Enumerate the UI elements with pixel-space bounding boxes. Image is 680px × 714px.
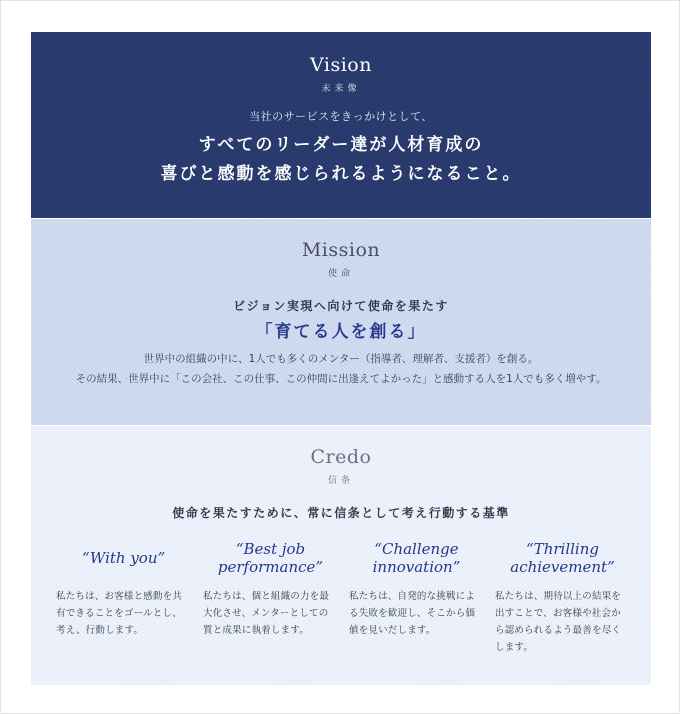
credo-item-heading-line2: performance”: [217, 558, 324, 576]
credo-item-heading-line1: “With you”: [81, 549, 166, 567]
vision-section: [31, 32, 651, 218]
mission-subtitle: 使命: [327, 269, 354, 279]
credo-item-heading-line1: “Challenge: [374, 540, 459, 558]
credo-item-body: 私たちは、自発的な挑戦による失敗を歓迎し、そこから価値を見いだします。: [349, 591, 476, 636]
credo-subtitle: 信条: [327, 476, 354, 486]
mission-section: [31, 219, 651, 425]
credo-item-heading: [203, 538, 338, 578]
credo-item-heading-line1: “Best job: [235, 540, 306, 558]
mission-lead: ビジョン実現へ向けて使命を果たす: [233, 299, 449, 313]
credo-item-body: 私たちは、期待以上の結果を出すことで、お客様や社会から認められるよう最善を尽くします。: [495, 591, 622, 653]
mission-body-line2: その結果、世界中に「この会社、この仕事、この仲間に出逢えてよかった」と感動する人を1人でも多く増やす。: [75, 373, 607, 385]
credo-item-with-you: [56, 538, 191, 639]
credo-item-heading: [495, 538, 630, 578]
credo-item-body: 私たちは、お客様と感動を共有できることをゴールとし、考え、行動します。: [56, 591, 183, 636]
credo-item-heading: [349, 538, 484, 578]
mission-title: Mission: [301, 239, 381, 261]
credo-item-heading: [56, 538, 191, 578]
mission-slogan: 「育てる人を創る」: [255, 322, 427, 342]
vision-title: Vision: [310, 54, 372, 76]
credo-item-heading-line1: “Thrilling: [526, 540, 599, 558]
credo-item-best-job-performance: [203, 538, 338, 639]
vision-statement-line1: すべてのリーダー達が人材育成の: [198, 135, 484, 155]
credo-item-heading-line2: innovation”: [372, 558, 461, 576]
credo-section: [31, 426, 651, 685]
credo-title: Credo: [310, 446, 372, 468]
credo-item-challenge-innovation: [349, 538, 484, 639]
vision-statement-line2: 喜びと感動を感じられるようになること。: [160, 164, 522, 184]
credo-item-body: 私たちは、個と組織の力を最大化させ、メンターとしての質と成果に執着します。: [203, 591, 330, 636]
vision-subtitle: 未来像: [321, 84, 361, 94]
credo-item-thrilling-achievement: [495, 538, 630, 656]
mission-body-line1: 世界中の組織の中に、1人でも多くのメンター（指導者、理解者、支援者）を創る。: [143, 353, 539, 365]
credo-lead: 使命を果たすために、常に信条として考え行動する基準: [172, 506, 510, 520]
credo-item-heading-line2: achievement”: [510, 558, 615, 576]
vision-lead: 当社のサービスをきっかけとして、: [249, 110, 433, 123]
